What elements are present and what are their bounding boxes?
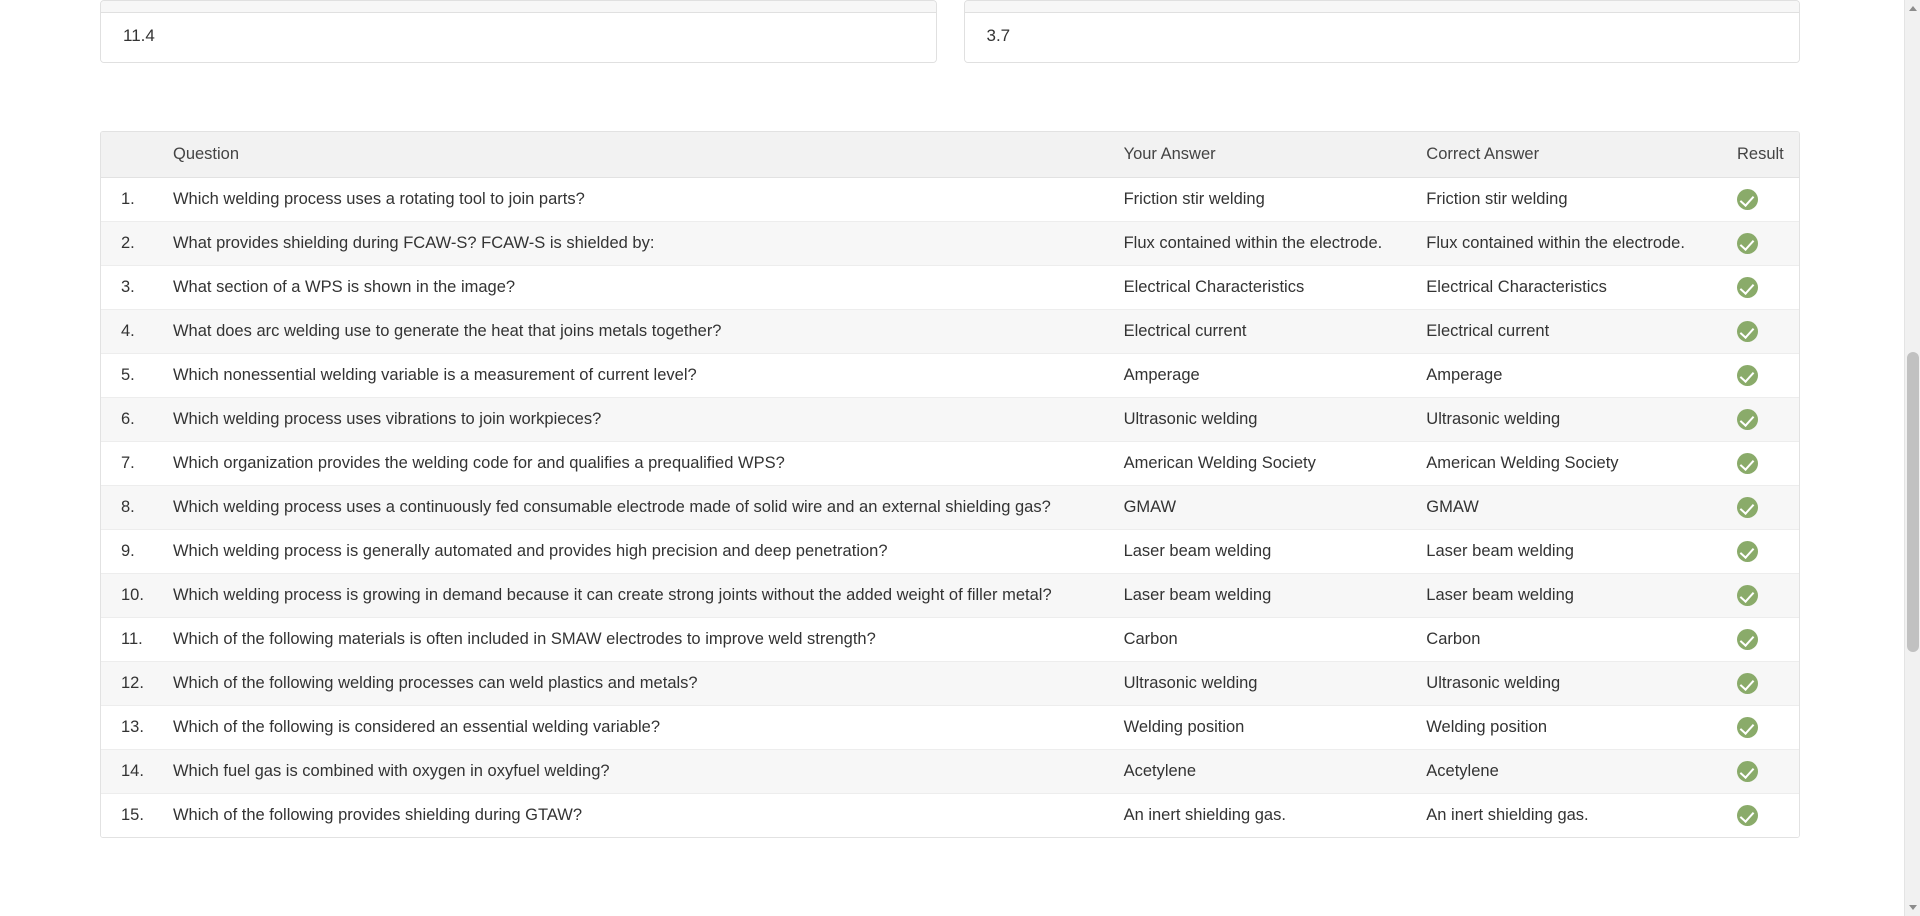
table-row <box>101 794 1799 838</box>
stat-card-row <box>100 0 1800 63</box>
row-question: Which welding process uses a continuously fed consumable electrode made of solid wire and an external shielding gas? <box>163 486 1114 530</box>
correct-icon <box>1737 717 1758 738</box>
row-question: Which nonessential welding variable is a measurement of current level? <box>163 354 1114 398</box>
row-correct-answer: American Welding Society <box>1416 442 1719 486</box>
scroll-down-arrow-icon[interactable] <box>1905 899 1920 916</box>
row-number: 3. <box>101 266 163 310</box>
scrollbar-thumb[interactable] <box>1907 352 1919 652</box>
correct-icon <box>1737 497 1758 518</box>
column-header-number <box>101 132 163 178</box>
table-row <box>101 442 1799 486</box>
row-number: 1. <box>101 178 163 222</box>
row-number: 11. <box>101 618 163 662</box>
row-result <box>1719 706 1799 750</box>
stat-card-left-value: 11.4 <box>101 13 936 62</box>
table-row <box>101 398 1799 442</box>
row-correct-answer: Ultrasonic welding <box>1416 662 1719 706</box>
row-question: Which welding process is generally automated and provides high precision and deep penetration? <box>163 530 1114 574</box>
row-result <box>1719 266 1799 310</box>
row-question: Which organization provides the welding code for and qualifies a prequalified WPS? <box>163 442 1114 486</box>
row-question: Which of the following materials is often included in SMAW electrodes to improve weld strength? <box>163 618 1114 662</box>
row-your-answer: Ultrasonic welding <box>1114 662 1417 706</box>
stat-card-right-header <box>965 1 1800 13</box>
table-row <box>101 486 1799 530</box>
row-question: What does arc welding use to generate the heat that joins metals together? <box>163 310 1114 354</box>
row-number: 12. <box>101 662 163 706</box>
row-result <box>1719 530 1799 574</box>
row-number: 9. <box>101 530 163 574</box>
row-your-answer: Carbon <box>1114 618 1417 662</box>
row-your-answer: American Welding Society <box>1114 442 1417 486</box>
row-question: Which fuel gas is combined with oxygen in oxyfuel welding? <box>163 750 1114 794</box>
correct-icon <box>1737 453 1758 474</box>
stat-card-left-header <box>101 1 936 13</box>
row-your-answer: Friction stir welding <box>1114 178 1417 222</box>
row-result <box>1719 486 1799 530</box>
correct-icon <box>1737 805 1758 826</box>
table-row <box>101 266 1799 310</box>
row-question: What provides shielding during FCAW-S? FCAW-S is shielded by: <box>163 222 1114 266</box>
row-result <box>1719 442 1799 486</box>
row-your-answer: Acetylene <box>1114 750 1417 794</box>
row-number: 7. <box>101 442 163 486</box>
column-header-correct-answer: Correct Answer <box>1416 132 1719 178</box>
correct-icon <box>1737 321 1758 342</box>
row-question: Which of the following is considered an essential welding variable? <box>163 706 1114 750</box>
row-question: Which of the following welding processes can weld plastics and metals? <box>163 662 1114 706</box>
row-question: Which welding process uses vibrations to join workpieces? <box>163 398 1114 442</box>
row-result <box>1719 750 1799 794</box>
correct-icon <box>1737 365 1758 386</box>
row-result <box>1719 222 1799 266</box>
row-your-answer: Electrical current <box>1114 310 1417 354</box>
table-row <box>101 662 1799 706</box>
results-table <box>101 132 1799 837</box>
row-number: 5. <box>101 354 163 398</box>
row-result <box>1719 794 1799 838</box>
row-correct-answer: Electrical Characteristics <box>1416 266 1719 310</box>
correct-icon <box>1737 585 1758 606</box>
row-your-answer: Flux contained within the electrode. <box>1114 222 1417 266</box>
row-correct-answer: Ultrasonic welding <box>1416 398 1719 442</box>
row-your-answer: GMAW <box>1114 486 1417 530</box>
row-correct-answer: Flux contained within the electrode. <box>1416 222 1719 266</box>
row-number: 10. <box>101 574 163 618</box>
row-number: 8. <box>101 486 163 530</box>
table-row <box>101 706 1799 750</box>
scroll-up-arrow-icon[interactable] <box>1905 0 1920 17</box>
correct-icon <box>1737 673 1758 694</box>
row-your-answer: Ultrasonic welding <box>1114 398 1417 442</box>
row-number: 6. <box>101 398 163 442</box>
row-correct-answer: Carbon <box>1416 618 1719 662</box>
row-your-answer: Amperage <box>1114 354 1417 398</box>
table-row <box>101 354 1799 398</box>
correct-icon <box>1737 629 1758 650</box>
column-header-result: Result <box>1719 132 1799 178</box>
stat-card-right-value: 3.7 <box>965 13 1800 62</box>
row-correct-answer: Acetylene <box>1416 750 1719 794</box>
correct-icon <box>1737 541 1758 562</box>
row-result <box>1719 178 1799 222</box>
column-header-question: Question <box>163 132 1114 178</box>
table-row <box>101 618 1799 662</box>
row-correct-answer: An inert shielding gas. <box>1426 806 1589 824</box>
row-number: 4. <box>101 310 163 354</box>
results-table-header <box>101 132 1799 178</box>
row-correct-answer: Amperage <box>1416 354 1719 398</box>
correct-icon <box>1737 233 1758 254</box>
row-your-answer: Welding position <box>1114 706 1417 750</box>
table-row <box>101 750 1799 794</box>
correct-icon <box>1737 409 1758 430</box>
row-question: Which of the following provides shielding during GTAW? <box>172 806 583 824</box>
header-row <box>101 132 1799 178</box>
row-result <box>1719 310 1799 354</box>
stat-card-left <box>100 0 937 63</box>
row-result <box>1719 662 1799 706</box>
row-your-answer: An inert shielding gas. <box>1123 806 1286 824</box>
table-row <box>101 178 1799 222</box>
table-row <box>101 530 1799 574</box>
table-row <box>101 574 1799 618</box>
row-question: Which welding process uses a rotating tool to join parts? <box>163 178 1114 222</box>
row-correct-answer: Laser beam welding <box>1416 530 1719 574</box>
row-correct-answer: Laser beam welding <box>1416 574 1719 618</box>
row-number: 2. <box>101 222 163 266</box>
row-result <box>1719 574 1799 618</box>
row-question: Which welding process is growing in demand because it can create strong joints without the added weight of filler metal? <box>163 574 1114 618</box>
table-row <box>101 310 1799 354</box>
row-correct-answer: Welding position <box>1416 706 1719 750</box>
column-header-your-answer: Your Answer <box>1114 132 1417 178</box>
row-result <box>1719 398 1799 442</box>
row-number: 13. <box>101 706 163 750</box>
table-row <box>101 222 1799 266</box>
row-correct-answer: Electrical current <box>1416 310 1719 354</box>
row-correct-answer: Friction stir welding <box>1416 178 1719 222</box>
row-number: 15. <box>121 806 144 824</box>
row-your-answer: Electrical Characteristics <box>1114 266 1417 310</box>
page-scrollbar[interactable] <box>1904 0 1920 916</box>
correct-icon <box>1737 277 1758 298</box>
correct-icon <box>1737 761 1758 782</box>
row-your-answer: Laser beam welding <box>1114 530 1417 574</box>
results-table-container <box>100 131 1800 838</box>
row-your-answer: Laser beam welding <box>1114 574 1417 618</box>
row-result <box>1719 618 1799 662</box>
row-number: 14. <box>101 750 163 794</box>
row-result <box>1719 354 1799 398</box>
stat-card-right <box>964 0 1801 63</box>
row-correct-answer: GMAW <box>1416 486 1719 530</box>
correct-icon <box>1737 189 1758 210</box>
results-table-body <box>101 178 1799 838</box>
row-question: What section of a WPS is shown in the image? <box>163 266 1114 310</box>
